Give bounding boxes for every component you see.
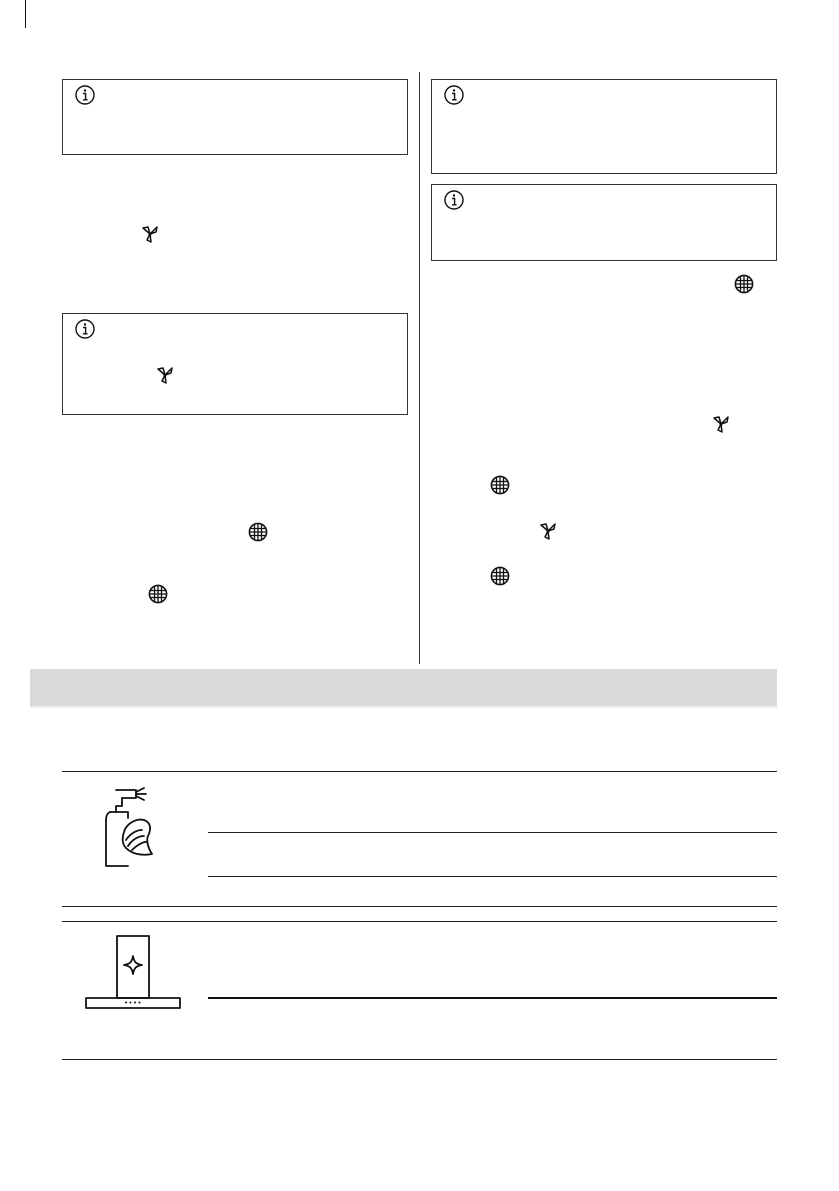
info-note-box: [431, 184, 777, 261]
fan-icon: [154, 364, 176, 386]
fan-icon: [710, 413, 732, 435]
info-note-box: [431, 79, 777, 174]
table-section-rule: [62, 906, 777, 907]
grease-filter-icon: [734, 274, 754, 294]
spray-cleaning-icon: [96, 784, 158, 870]
fan-icon: [139, 223, 161, 245]
crop-rule: [25, 0, 26, 28]
table-section-rule: [62, 921, 777, 922]
info-note-box: [62, 79, 408, 155]
fan-icon: [537, 520, 559, 542]
table-row-rule: [208, 832, 777, 833]
info-note-box: [62, 313, 408, 415]
grease-filter-icon: [248, 522, 268, 542]
hood-clean-icon: [84, 934, 182, 1010]
table-bottom-rule: [62, 1059, 777, 1060]
column-divider: [419, 72, 420, 664]
info-icon: [75, 85, 95, 105]
table-row-rule: [208, 876, 777, 877]
info-icon: [75, 319, 95, 339]
info-icon: [444, 190, 464, 210]
info-icon: [444, 85, 464, 105]
grease-filter-icon: [490, 566, 510, 586]
grease-filter-icon: [490, 475, 510, 495]
table-row-rule: [208, 997, 777, 999]
section-heading-band: [30, 669, 777, 706]
grease-filter-icon: [148, 584, 168, 604]
table-top-rule: [62, 771, 777, 772]
section-band-shadow: [30, 706, 777, 708]
